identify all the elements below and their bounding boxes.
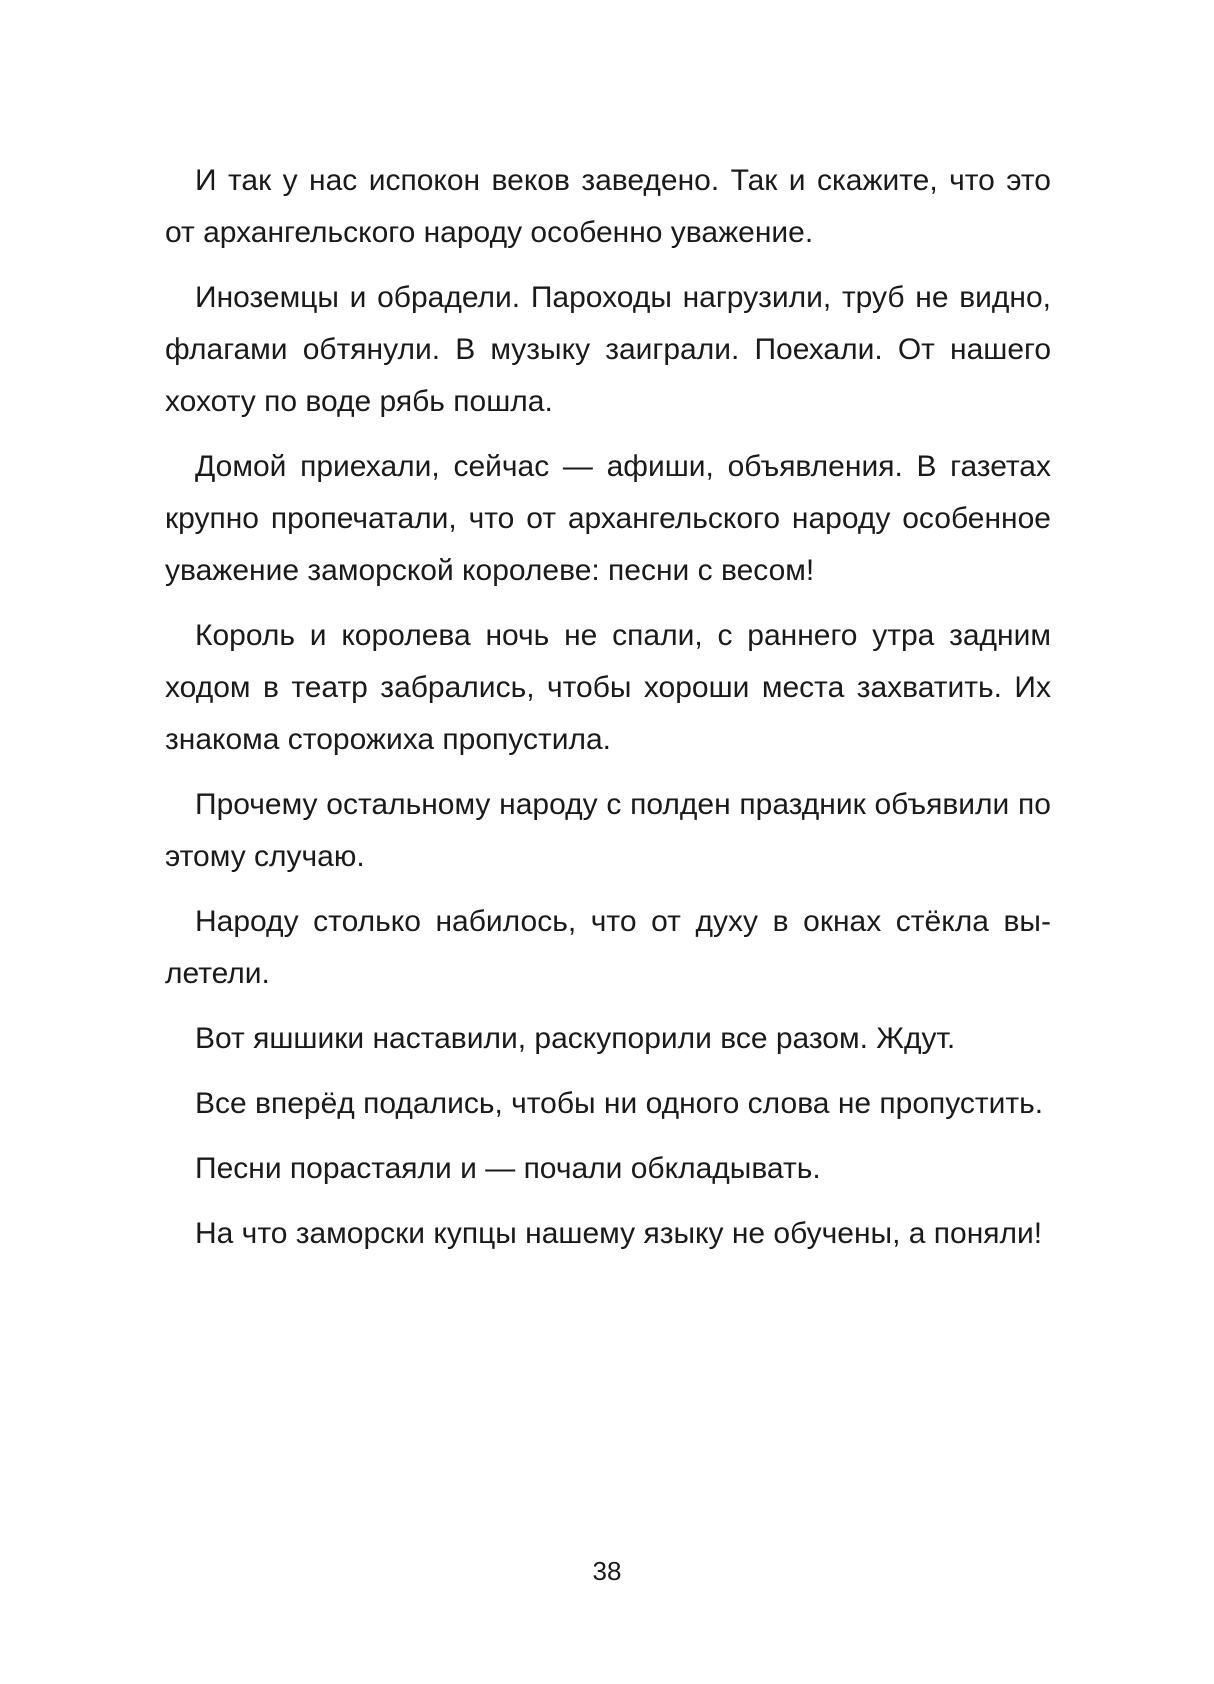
paragraph: На что заморски купцы нашему языку не обучены, а поняли! — [195, 1217, 1043, 1250]
paragraph: Прочему остальному народу с полден праздник объявили по этому случаю. — [165, 788, 1051, 873]
paragraph: Иноземцы и обрадели. Пароходы нагрузили, труб не видно, флагами обтянули. В музыку заиграли. Поехали. От нашего хохоту по воде рябь пошла. — [165, 281, 1051, 418]
paragraph: Народу столько набилось, что от духу в окнах стёкла вылетели. — [165, 905, 1051, 990]
body-text — [165, 155, 1051, 1273]
paragraph: Король и королева ночь не спали, с раннего утра задним ходом в театр забрались, чтобы хороши места захватить. Их знакома сторожиха пропустила. — [165, 619, 1051, 756]
page-number: 38 — [592, 1556, 622, 1586]
paragraph: Песни порастаяли и — почали обкладывать. — [195, 1152, 821, 1185]
paragraph: Домой приехали, сейчас — афиши, объявления. В газетах крупно пропечатали, что от архангельского народу особенное уважение заморской королеве: песни с весом! — [165, 450, 1051, 587]
paragraph: И так у нас испокон веков заведено. Так и скажите, что это от архангельского народу особенно уважение. — [165, 164, 1051, 249]
paragraph: Все вперёд подались, чтобы ни одного слова не пропустить. — [195, 1087, 1044, 1120]
paragraph: Вот яшшики наставили, раскупорили все разом. Ждут. — [195, 1022, 956, 1055]
